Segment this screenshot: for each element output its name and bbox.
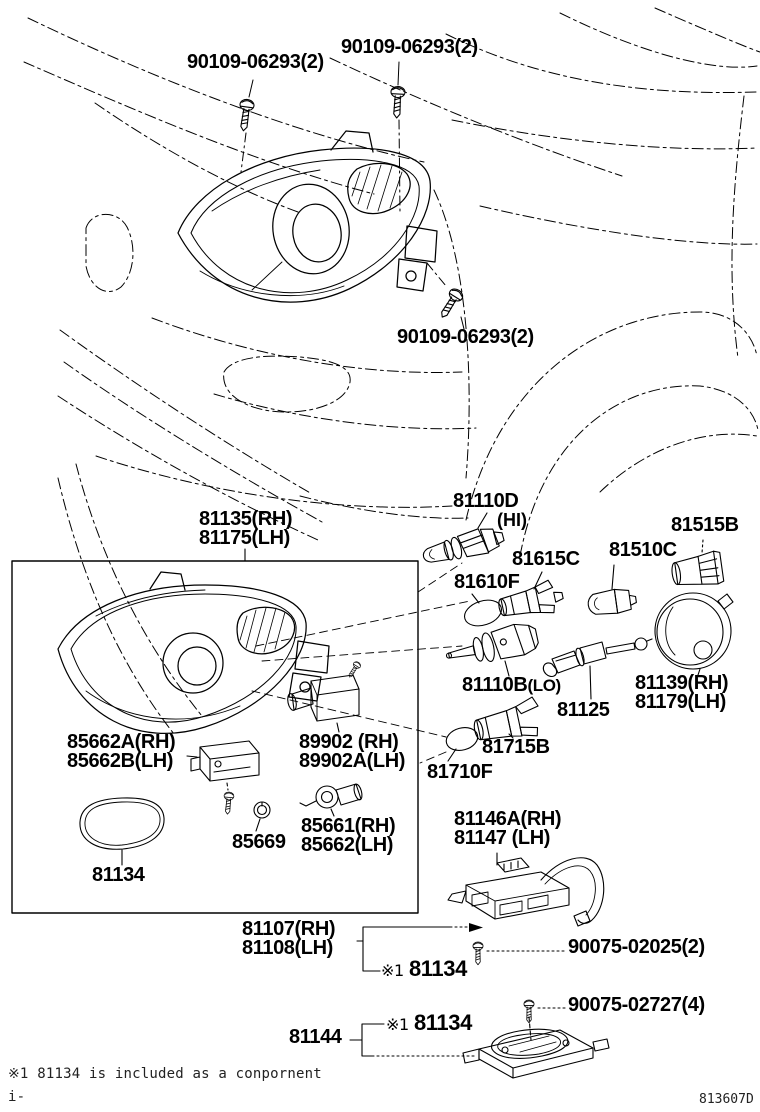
part-number: 81146A(RH): [454, 808, 562, 830]
part-label-81715b: 81715B: [482, 736, 550, 758]
headlamp-unit-drawing: [58, 572, 329, 733]
part-label-bulb-lo: [462, 676, 561, 695]
part-label-ref-81134-bottom: [386, 1010, 472, 1036]
part-number: 89902 (RH): [299, 731, 399, 753]
ring-drawing: [254, 802, 270, 831]
part-label-bracket-81107: [242, 920, 335, 958]
gasket-81610f-drawing: [461, 594, 505, 630]
screw-icon: [436, 287, 465, 321]
part-number: 89902A(LH): [299, 750, 406, 772]
screw-icon: [390, 86, 406, 118]
part-number: 85662A(RH): [67, 731, 176, 753]
part-number: 81179(LH): [635, 691, 726, 713]
part-label-socket-85661: [301, 817, 395, 855]
bulb-lo-drawing: [443, 620, 540, 676]
part-label-bulb-hi-sub: (HI): [497, 510, 527, 530]
screw-icon: [223, 792, 235, 815]
footnote-line1: ※1 81134 is included as a conpornent: [8, 1066, 322, 1082]
screw-icon: [236, 99, 254, 132]
part-label-85669: 85669: [232, 831, 286, 853]
ecu-drawing: [187, 741, 259, 815]
car-outline: [24, 8, 760, 734]
reference-mark: ※1: [381, 961, 404, 980]
part-number: 81135(RH): [199, 508, 293, 530]
bulb-hi-drawing: [420, 513, 506, 569]
part-label-ballast-81144: 81144: [289, 1026, 342, 1048]
part-number: 81139(RH): [635, 672, 729, 694]
diagram-code: 813607D: [699, 1092, 754, 1107]
screw-icon: [473, 942, 483, 965]
part-label-bulb-hi: 81110D: [453, 490, 519, 512]
part-label-81710f: 81710F: [427, 761, 493, 783]
part-label-screw-90109-c: 90109-06293(2): [397, 326, 534, 348]
part-number: 81175(LH): [199, 527, 290, 549]
part-label-screw-90109-a: 90109-06293(2): [187, 51, 324, 73]
part-label-igniter: [454, 810, 561, 848]
part-label-cover-81139: [635, 674, 728, 712]
part-label-screw-90075-02727: 90075-02727(4): [568, 994, 705, 1016]
part-number-sub: (LO): [527, 676, 561, 695]
part-number: 81108(LH): [242, 937, 333, 959]
part-number: 81107(RH): [242, 918, 336, 940]
headlamp-assembly-drawing: [178, 131, 437, 302]
part-label-gasket-81134: 81134: [92, 864, 145, 886]
part-label-81615c: 81615C: [512, 548, 580, 570]
footnote-line2: i-: [8, 1089, 26, 1105]
part-label-ref-81134-mid: [381, 956, 467, 982]
part-number: 85661(RH): [301, 815, 396, 837]
part-label-81510c: 81510C: [609, 539, 677, 561]
part-label-unit-85662: [67, 733, 175, 771]
part-label-81515b: 81515B: [671, 514, 739, 536]
part-label-81610f: 81610F: [454, 571, 520, 593]
part-label-headlamp-unit: [199, 510, 292, 548]
part-number: 85662B(LH): [67, 750, 174, 772]
leveling-motor-drawing: [286, 660, 362, 732]
socket-motor-drawing: [300, 783, 363, 816]
gasket-81134-drawing: [80, 798, 164, 865]
part-number: 81134: [408, 956, 467, 981]
reference-mark: ※1: [386, 1015, 409, 1034]
part-label-motor-89902: [299, 733, 405, 771]
bulb-81510c-drawing: [587, 565, 638, 617]
part-number: 81134: [413, 1010, 472, 1035]
part-number: 81110B: [462, 674, 528, 696]
part-label-screw-90075-02025: 90075-02025(2): [568, 936, 705, 958]
cover-81139-drawing: [655, 593, 733, 675]
part-label-81125: 81125: [557, 699, 610, 721]
part-number: 81147 (LH): [454, 827, 551, 849]
part-number: 85662(LH): [301, 834, 393, 856]
part-label-screw-90109-b: 90109-06293(2): [341, 36, 478, 58]
socket-81515b-drawing: [670, 540, 724, 590]
igniter-drawing: [448, 853, 604, 932]
